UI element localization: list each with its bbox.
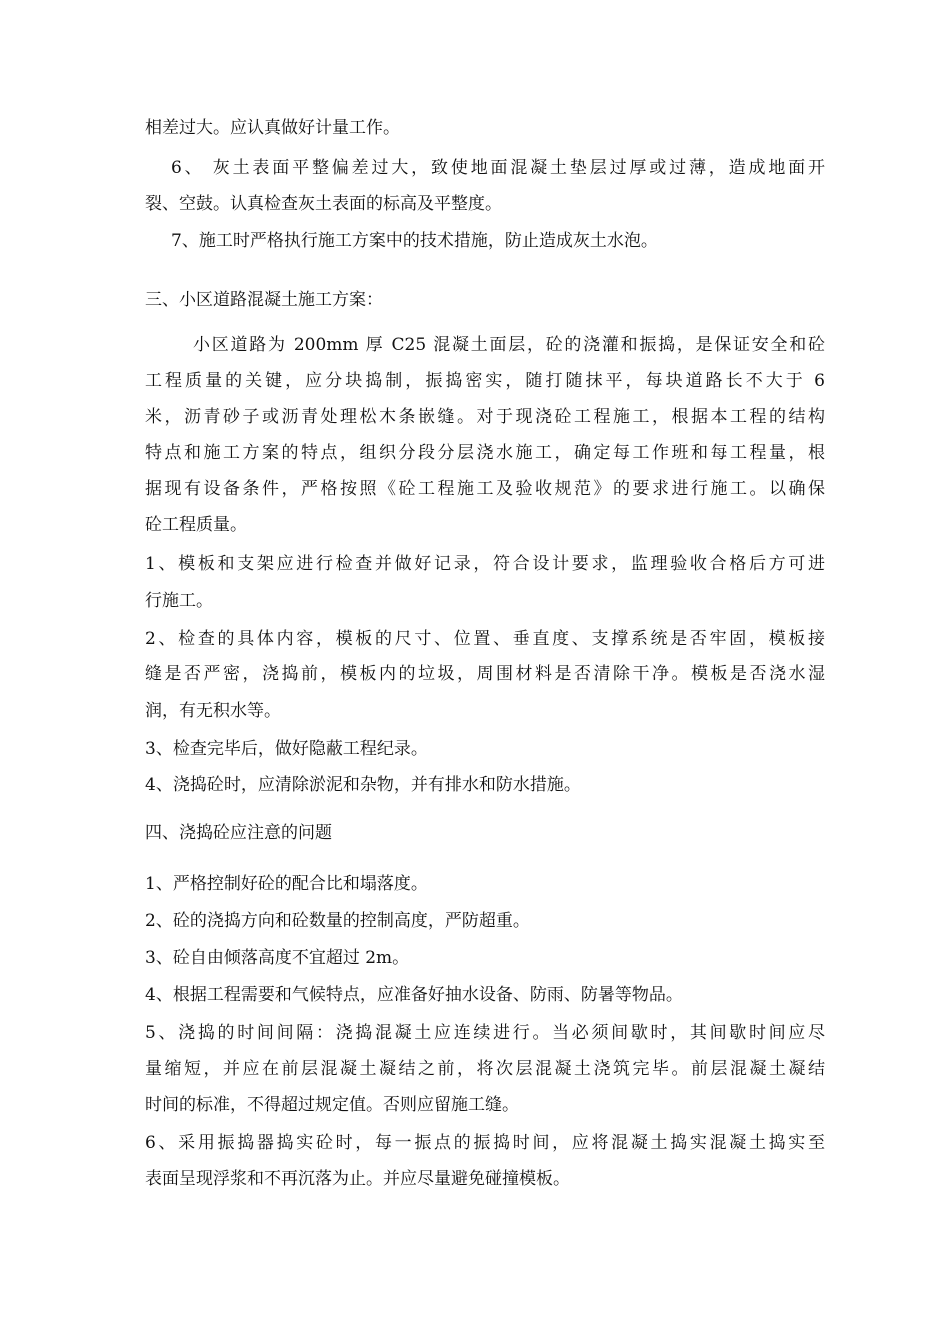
paragraph-line: 小区道路为 200mm 厚 C25 混凝土面层，砼的浇灌和振捣，是保证安全和砼 [193,335,825,355]
paragraph-line: 表面呈现浮浆和不再沉落为止。并应尽量避免碰撞模板。 [145,1169,570,1189]
paragraph-line: 裂、空鼓。认真检查灰土表面的标高及平整度。 [145,194,502,214]
paragraph-line: 2、检查的具体内容，模板的尺寸、位置、垂直度、支撑系统是否牢固，模板接 [145,629,825,649]
paragraph-line: 3、检查完毕后，做好隐蔽工程纪录。 [145,739,428,759]
paragraph-line: 2、砼的浇捣方向和砼数量的控制高度，严防超重。 [145,911,530,931]
paragraph-line: 7、施工时严格执行施工方案中的技术措施，防止造成灰土水泡。 [171,231,658,251]
paragraph-line: 6、采用振捣器捣实砼时，每一振点的振捣时间，应将混凝土捣实混凝土捣实至 [145,1133,825,1153]
paragraph-line: 据现有设备条件，严格按照《砼工程施工及验收规范》的要求进行施工。以确保 [145,479,825,499]
section-heading: 四、浇捣砼应注意的问题 [145,823,332,843]
paragraph-line: 缝是否严密，浇捣前，模板内的垃圾，周围材料是否清除干净。模板是否浇水湿 [145,664,825,684]
paragraph-line: 量缩短，并应在前层混凝土凝结之前，将次层混凝土浇筑完毕。前层混凝土凝结 [145,1059,825,1079]
paragraph-line: 3、砼自由倾落高度不宜超过 2m。 [145,948,410,968]
paragraph-line: 润，有无积水等。 [145,701,281,721]
paragraph-line: 4、浇捣砼时，应清除淤泥和杂物，并有排水和防水措施。 [145,775,581,795]
paragraph-line: 6、 灰土表面平整偏差过大，致使地面混凝土垫层过厚或过薄，造成地面开 [171,158,825,178]
paragraph-line: 米，沥青砂子或沥青处理松木条嵌缝。对于现浇砼工程施工，根据本工程的结构 [145,407,825,427]
paragraph-line: 特点和施工方案的特点，组织分段分层浇水施工，确定每工作班和每工程量，根 [145,443,825,463]
paragraph-line: 砼工程质量。 [145,515,247,535]
paragraph-line: 5、浇捣的时间间隔：浇捣混凝土应连续进行。当必须间歇时，其间歇时间应尽 [145,1023,825,1043]
paragraph-line: 相差过大。应认真做好计量工作。 [145,118,400,138]
paragraph-line: 1、严格控制好砼的配合比和塌落度。 [145,874,428,894]
paragraph-line: 1、模板和支架应进行检查并做好记录，符合设计要求，监理验收合格后方可进 [145,554,825,574]
paragraph-line: 工程质量的关键，应分块捣制，振捣密实，随打随抹平，每块道路长不大于 6 [145,371,825,391]
paragraph-line: 行施工。 [145,591,213,611]
paragraph-line: 4、根据工程需要和气候特点，应准备好抽水设备、防雨、防暑等物品。 [145,985,683,1005]
section-heading: 三、小区道路混凝土施工方案： [145,290,383,310]
paragraph-line: 时间的标准，不得超过规定值。否则应留施工缝。 [145,1095,519,1115]
